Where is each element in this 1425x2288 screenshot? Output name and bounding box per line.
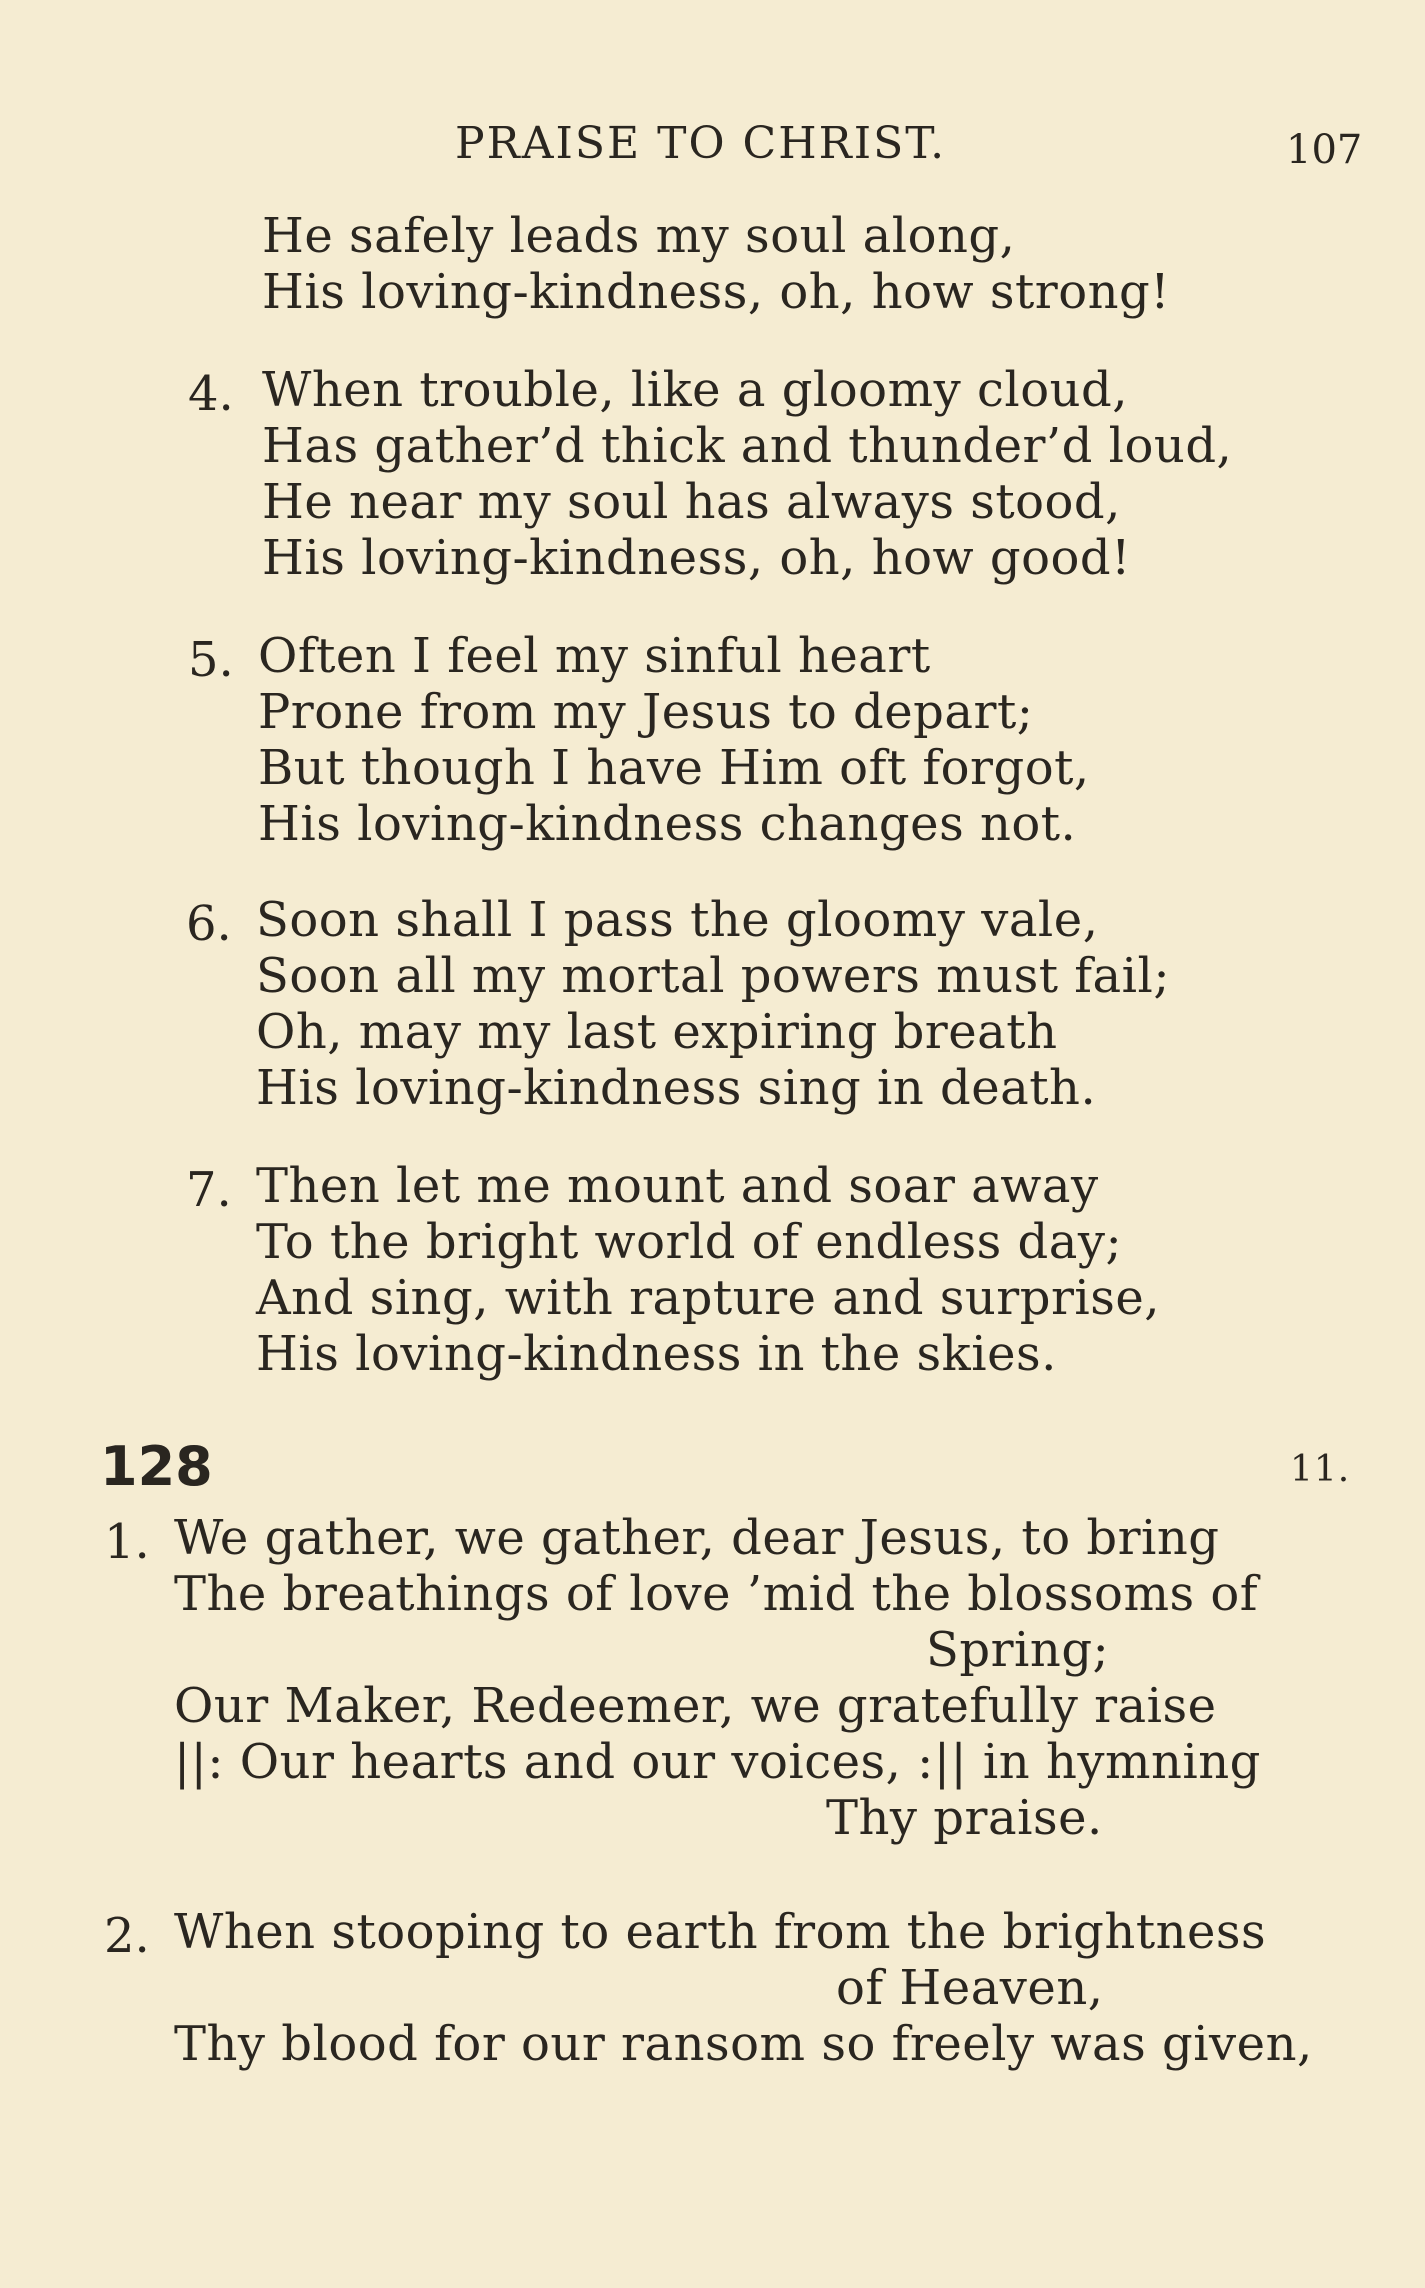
verse-line: His loving-kindness, oh, how good! (262, 530, 1131, 586)
verse-line: The breathings of love ’mid the blossoms of (174, 1566, 1259, 1622)
hymn-meter: 11. (1290, 1449, 1351, 1490)
running-header: PRAISE TO CHRIST. (455, 118, 947, 169)
verse-line: ||: Our hearts and our voices, :|| in hymning (174, 1734, 1261, 1790)
verse-line: Thy praise. (826, 1790, 1103, 1846)
verse-line: When trouble, like a gloomy cloud, (262, 362, 1128, 418)
verse-line: And sing, with rapture and surprise, (256, 1270, 1161, 1326)
verse-line: His loving-kindness changes not. (258, 796, 1077, 852)
verse-line: We gather, we gather, dear Jesus, to bring (174, 1510, 1220, 1566)
verse-line: He safely leads my soul along, (262, 208, 1016, 264)
verse-line: But though I have Him oft forgot, (258, 740, 1090, 796)
hymn-number: 128 (100, 1435, 213, 1498)
verse-line: Soon shall I pass the gloomy vale, (256, 892, 1099, 948)
stanza-number: 2. (104, 1908, 150, 1964)
verse-line: His loving-kindness, oh, how strong! (262, 264, 1171, 320)
verse-line: To the bright world of endless day; (256, 1214, 1123, 1270)
verse-line: He near my soul has always stood, (262, 474, 1121, 530)
verse-line: Spring; (926, 1622, 1110, 1678)
stanza-number: 6. (186, 896, 232, 952)
verse-line: Often I feel my sinful heart (258, 628, 931, 684)
verse-line: His loving-kindness in the skies. (256, 1326, 1057, 1382)
verse-line: of Heaven, (836, 1960, 1104, 2016)
verse-line: His loving-kindness sing in death. (256, 1060, 1097, 1116)
verse-line: When stooping to earth from the brightness (174, 1904, 1267, 1960)
verse-line: Oh, may my last expiring breath (256, 1004, 1058, 1060)
stanza-number: 5. (188, 632, 234, 688)
verse-line: Then let me mount and soar away (256, 1158, 1099, 1214)
page-number: 107 (1286, 127, 1363, 173)
stanza-number: 7. (186, 1162, 232, 1218)
verse-line: Soon all my mortal powers must fail; (256, 948, 1171, 1004)
verse-line: Our Maker, Redeemer, we gratefully raise (174, 1678, 1217, 1734)
stanza-number: 4. (188, 366, 234, 422)
verse-line: Thy blood for our ransom so freely was given, (174, 2016, 1313, 2072)
verse-line: Has gather’d thick and thunder’d loud, (262, 418, 1233, 474)
verse-line: Prone from my Jesus to depart; (258, 684, 1034, 740)
stanza-number: 1. (104, 1514, 150, 1570)
